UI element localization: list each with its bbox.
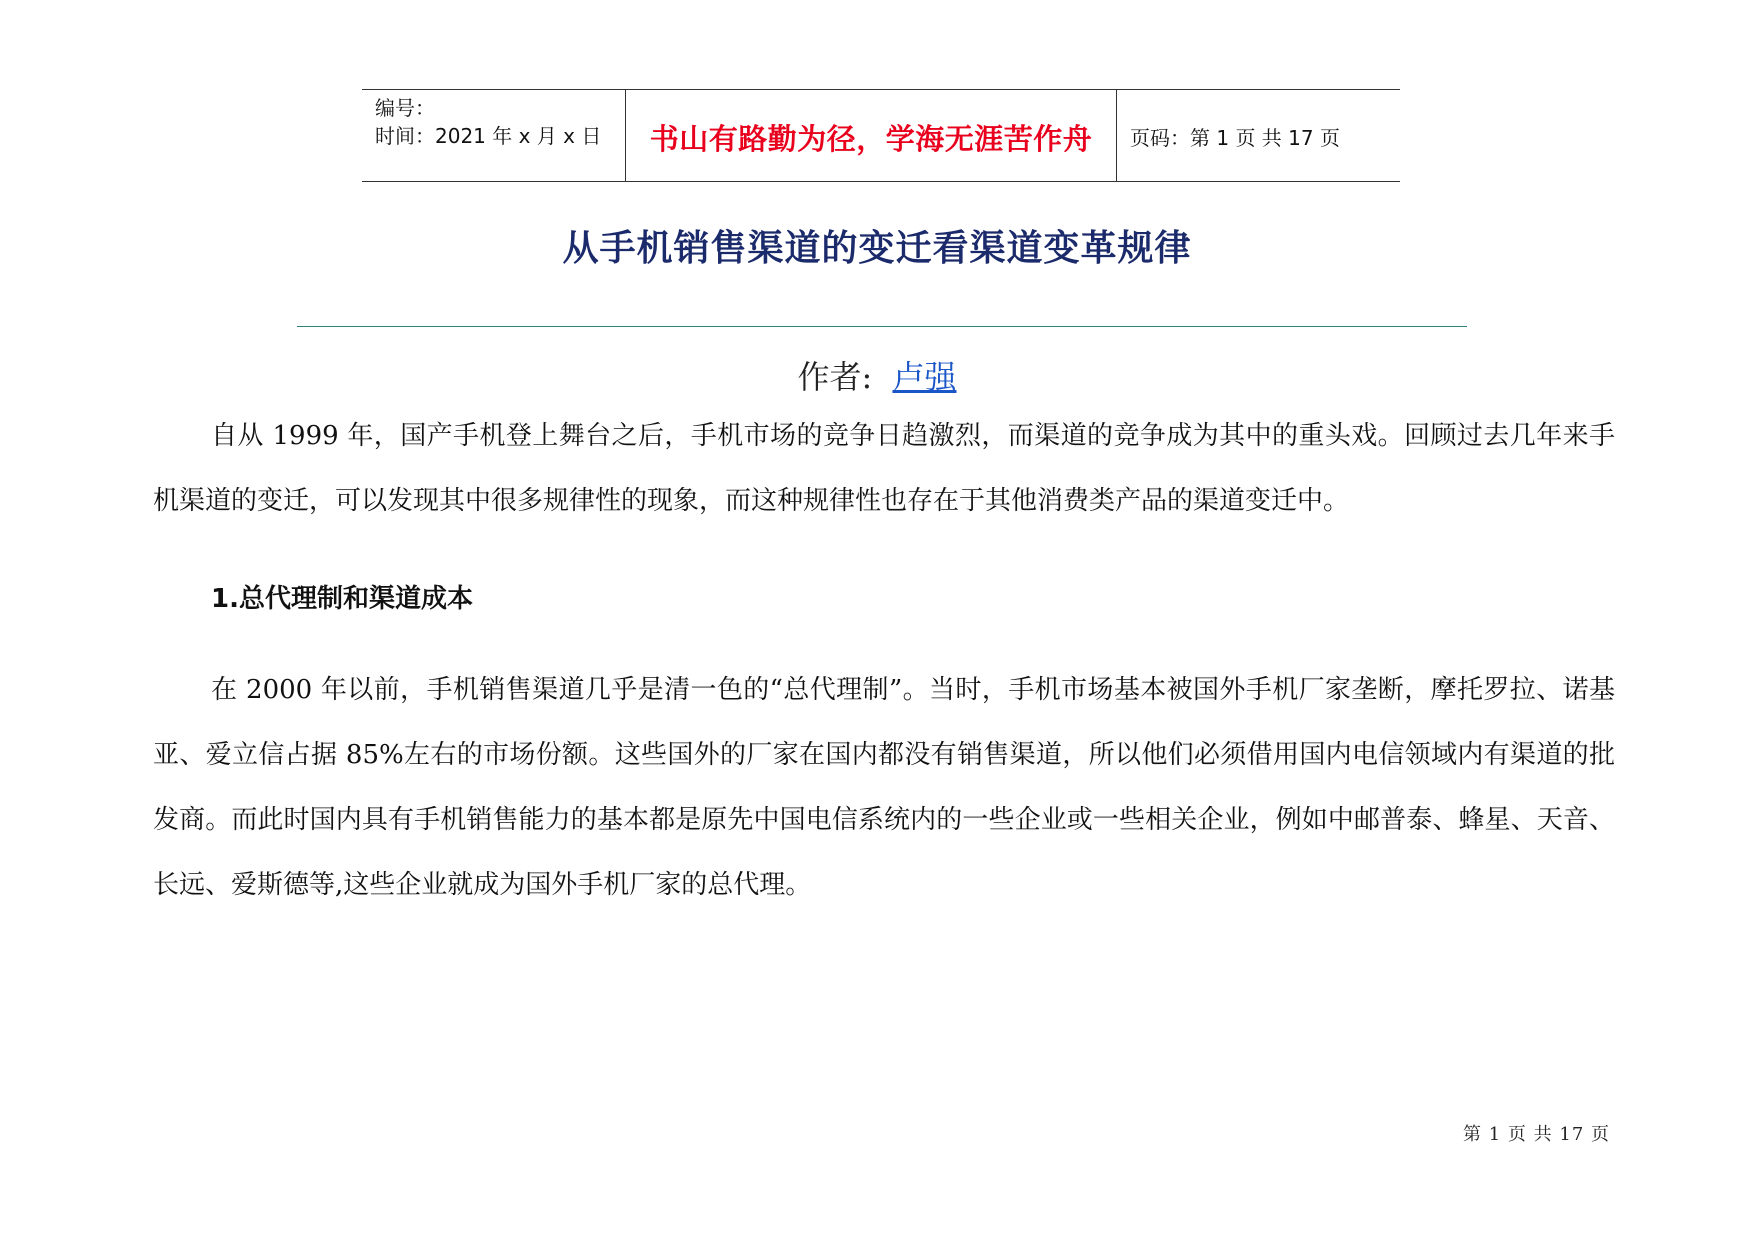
body-paragraph-2: 在 2000 年以前，手机销售渠道几乎是清一色的“总代理制”。当时，手机市场基本被国外手机厂家垄断，摩托罗拉、诺基亚、爱立信占据 85%左右的市场份额。这些国外的厂家在国内都没有销售渠道，所以他们必须借用国内电信领域内有渠道的批发商。而此时国内具有手机销售能力的基本都是原先中国电信系统内的一些企业或一些相关企业，例如中邮普泰、蜂星、天音、长远、爱斯德等,这些企业就成为国外手机厂家的总代理。 [153,675,1615,900]
header-meta-cell [362,90,626,181]
title-divider [297,326,1467,327]
document-date-label: 时间：2021 年 x 月 x 日 [375,124,602,148]
header-motto-cell [626,90,1117,181]
document-title: 从手机销售渠道的变迁看渠道变革规律 [562,227,1192,269]
section-heading-1: 1.总代理制和渠道成本 [211,584,473,614]
header-page-info: 页码：第 1 页 共 17 页 [1130,126,1340,150]
header-motto: 书山有路勤为径，学海无涯苦作舟 [649,122,1093,156]
body-paragraph-1: 自从 1999 年，国产手机登上舞台之后，手机市场的竞争日趋激烈，而渠道的竞争成为其中的重头戏。回顾过去几年来手机渠道的变迁，可以发现其中很多规律性的现象，而这种规律性也存在于其他消费类产品的渠道变迁中。 [153,421,1615,516]
author-prefix: 作者: [797,358,873,396]
header-page-cell [1117,90,1400,181]
header-table [362,89,1400,182]
document-number-label: 编号： [375,96,435,120]
author-byline [0,352,1754,398]
footer-page-number: 第 1 页 共 17 页 [1463,1124,1610,1145]
author-link[interactable]: 卢强 [892,358,957,396]
